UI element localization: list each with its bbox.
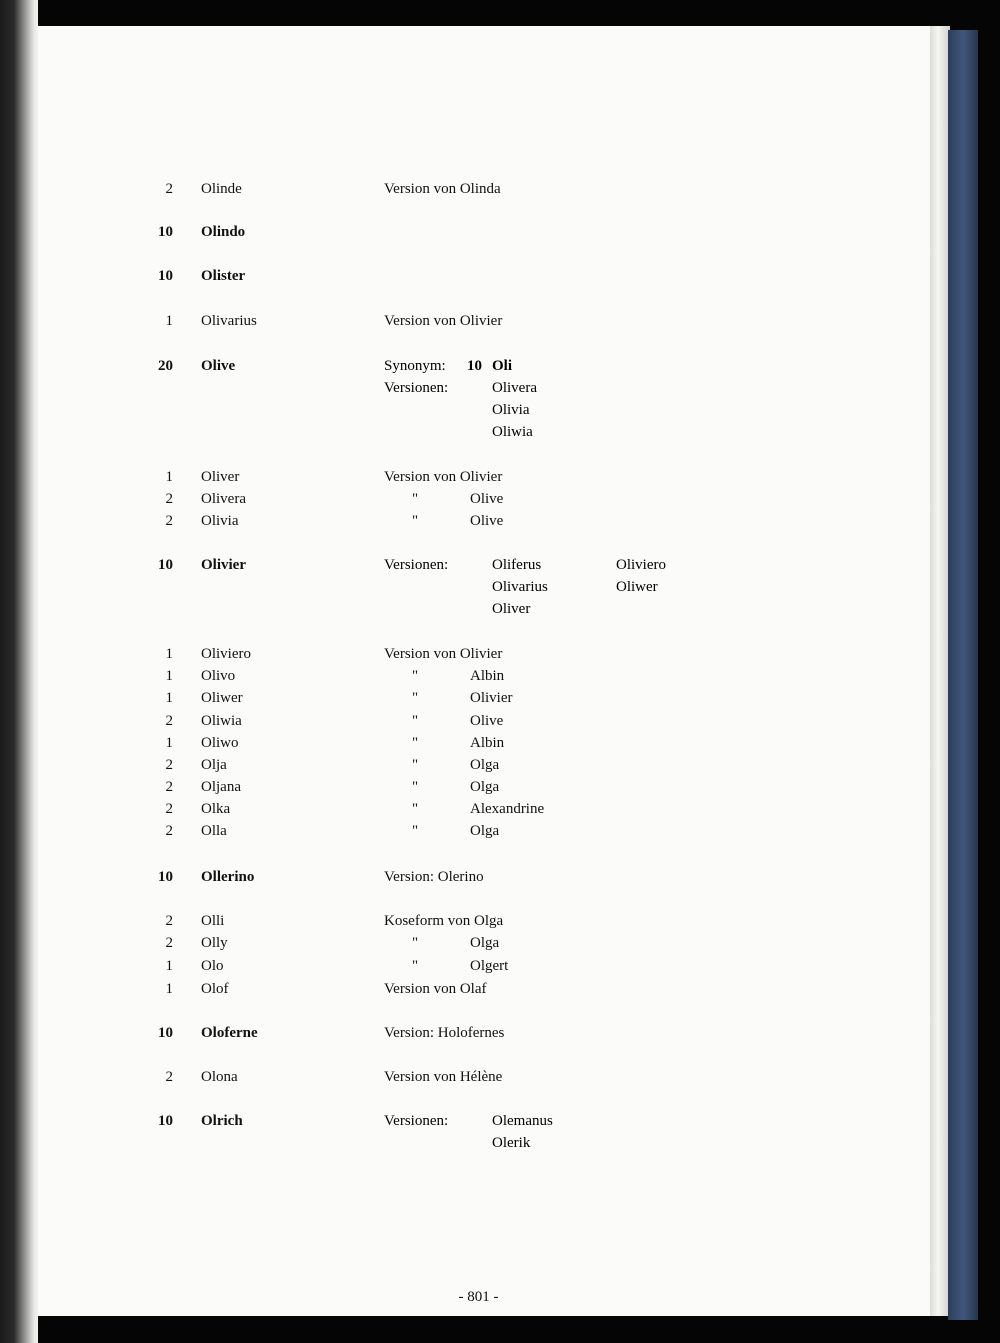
entry-name: Oloferne [201,1025,258,1041]
entry-name: Oliver [201,469,240,485]
list-item [0,978,1000,1000]
version-item: Oliver [492,601,531,617]
list-item [0,488,1000,510]
entry-count: 20 [158,358,173,374]
list-item [0,866,1000,888]
list-item [0,820,1000,842]
entry-name: Ollerino [201,869,255,885]
ditto-mark: " [412,823,419,839]
entry-count: 10 [158,557,173,573]
entry-reference: Alexandrine [470,801,545,817]
ditto-mark: " [412,735,419,751]
synonym-label: Synonym: [384,358,446,374]
entry-description: Version: Olerino [384,869,484,885]
entry-count: 1 [165,735,173,751]
list-item [0,910,1000,932]
entry-count: 2 [165,713,173,729]
entry-reference: Olivier [470,690,513,706]
entry-description: Version von Olaf [384,981,487,997]
entry-reference: Olga [470,823,500,839]
list-item [0,466,1000,488]
list-item [0,221,1000,243]
entry-name: Olivarius [201,313,257,329]
list-item [0,665,1000,687]
synonym-name: Oli [492,358,513,374]
entry-description: Koseform von Olga [384,913,504,929]
list-item [0,643,1000,665]
entry-name: Oliwia [201,713,242,729]
entry-reference: Olga [470,935,500,951]
entry-count: 2 [165,757,173,773]
entry-count: 1 [165,958,173,974]
version-item: Oliferus [492,557,542,573]
entry-count: 10 [158,869,173,885]
entry-count: 10 [158,1113,173,1129]
entry-name: Olivera [201,491,246,507]
entry-count: 1 [165,981,173,997]
list-item [0,932,1000,954]
version-item: Olemanus [492,1113,553,1129]
ditto-mark: " [412,757,419,773]
ditto-mark: " [412,935,419,951]
entry-reference: Olgert [470,958,509,974]
list-item [0,955,1000,977]
entry-count: 2 [165,491,173,507]
entry-count: 2 [165,801,173,817]
entry-reference: Olive [470,713,504,729]
entry-name: Olja [201,757,227,773]
page-number: - 801 - [458,1289,499,1305]
entry-name: Olindo [201,224,246,240]
entry-reference: Albin [470,735,505,751]
ditto-mark: " [412,713,419,729]
entry-name: Olivo [201,668,236,684]
entry-name: Olo [201,958,224,974]
version-item: Oliwer [616,579,658,595]
entry-name: Olivier [201,557,246,573]
version-item: Olerik [492,1135,531,1151]
entry-name: Oliwer [201,690,243,706]
entry-reference: Olive [470,513,504,529]
ditto-mark: " [412,958,419,974]
entry-count: 2 [165,823,173,839]
entry-name: Oliwo [201,735,239,751]
list-item [0,754,1000,776]
entry-count: 2 [165,181,173,197]
version-item: Olivera [492,380,537,396]
entry-count: 10 [158,1025,173,1041]
entry-count: 2 [165,779,173,795]
synonym-count: 10 [467,358,482,374]
list-item [0,510,1000,532]
entry-name: Olli [201,913,225,929]
entry-description: Version von Olivier [384,313,503,329]
entry-name: Olona [201,1069,238,1085]
entry-reference: Olga [470,779,500,795]
list-item [0,1066,1000,1088]
list-item [0,310,1000,332]
entry-description: Version: Holofernes [384,1025,505,1041]
version-item: Olivarius [492,579,548,595]
list-item [0,732,1000,754]
list-item [0,710,1000,732]
entry-name: Olka [201,801,231,817]
entry-name: Olive [201,358,236,374]
entry-description: Version von Hélène [384,1069,503,1085]
entry-description: Version von Olivier [384,646,503,662]
ditto-mark: " [412,801,419,817]
entry-count: 2 [165,935,173,951]
entry-count: 1 [165,313,173,329]
ditto-mark: " [412,690,419,706]
entry-reference: Olga [470,757,500,773]
entry-count: 1 [165,668,173,684]
entry-name: Olister [201,268,246,284]
version-item: Oliwia [492,424,533,440]
entry-count: 2 [165,513,173,529]
entry-reference: Albin [470,668,505,684]
entry-reference: Olive [470,491,504,507]
entry-count: 10 [158,268,173,284]
entry-name: Olivia [201,513,239,529]
entry-name: Oliviero [201,646,251,662]
list-item [0,776,1000,798]
entry-name: Olrich [201,1113,243,1129]
entry-count: 10 [158,224,173,240]
ditto-mark: " [412,491,419,507]
list-item [0,178,1000,200]
entry-description: Version von Olivier [384,469,503,485]
entry-count: 1 [165,469,173,485]
list-item [0,798,1000,820]
entry-name: Olof [201,981,229,997]
entry-name: Olla [201,823,227,839]
entry-name: Olly [201,935,228,951]
version-item: Olivia [492,402,530,418]
entry-description: Version von Olinda [384,181,501,197]
entry-count: 1 [165,690,173,706]
versions-label: Versionen: [384,1113,449,1129]
entry-name: Olinde [201,181,242,197]
list-item [0,265,1000,287]
entry-count: 2 [165,1069,173,1085]
ditto-mark: " [412,779,419,795]
entry-name: Oljana [201,779,241,795]
entry-count: 2 [165,913,173,929]
version-item: Oliviero [616,557,666,573]
entry-count: 1 [165,646,173,662]
versions-label: Versionen: [384,557,449,573]
list-item [0,1022,1000,1044]
list-item [0,687,1000,709]
ditto-mark: " [412,668,419,684]
ditto-mark: " [412,513,419,529]
versions-label: Versionen: [384,380,449,396]
